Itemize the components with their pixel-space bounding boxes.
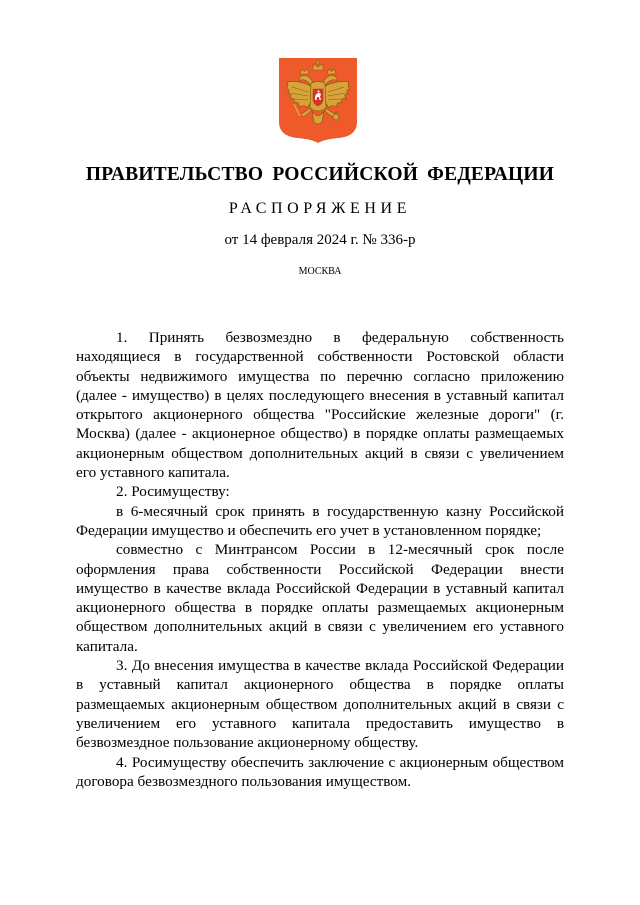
document-type: РАСПОРЯЖЕНИЕ: [228, 200, 412, 217]
coat-of-arms-emblem: [277, 56, 359, 144]
coat-of-arms-icon: [277, 56, 359, 144]
paragraph-2: 2. Росимуществу:: [116, 483, 230, 501]
document-city: МОСКВА: [298, 266, 342, 277]
paragraph-4: 4. Росимуществу обеспечить заключение с акционерным обществом договора безвозмездного пользования имуществом.: [76, 753, 564, 790]
document-body: [76, 328, 564, 791]
government-title: ПРАВИТЕЛЬСТВО РОССИЙСКОЙ ФЕДЕРАЦИИ: [85, 164, 555, 185]
paragraph-1: 1. Принять безвозмездно в федеральную собственность находящиеся в государственной собственности Ростовской области объекты недвижимого имущества по перечню согласно приложению (далее - имущество) в целях последующего внесения в уставный капитал открытого акционерного общества "Российские железные дороги" (г. Москва) (далее - акционерное общество) в порядке оплаты размещаемых акционерным обществом дополнительных акций в связи с увеличением его уставного капитала.: [76, 329, 564, 482]
document-date-number: от 14 февраля 2024 г. № 336-р: [224, 232, 416, 248]
paragraph-2-sub-2: совместно с Минтрансом России в 12-месячный срок после оформления права собственности Российской Федерации внести имущество в качестве вклада Российской Федерации в уставный капитал акционерного общества в порядке оплаты размещаемых акционерным обществом дополнительных акций в связи с увеличением его уставного капитала.: [76, 541, 564, 655]
paragraph-3: 3. До внесения имущества в качестве вклада Российской Федерации в уставный капитал акционерного общества в порядке оплаты размещаемых акционерным обществом дополнительных акций в связи с увеличением его уставного капитала предоставить имущество в безвозмездное пользование акционерному обществу.: [76, 657, 564, 752]
paragraph-2-sub-1: в 6-месячный срок принять в государственную казну Российской Федерации имущество и обеспечить его учет в установленном порядке;: [76, 502, 564, 539]
